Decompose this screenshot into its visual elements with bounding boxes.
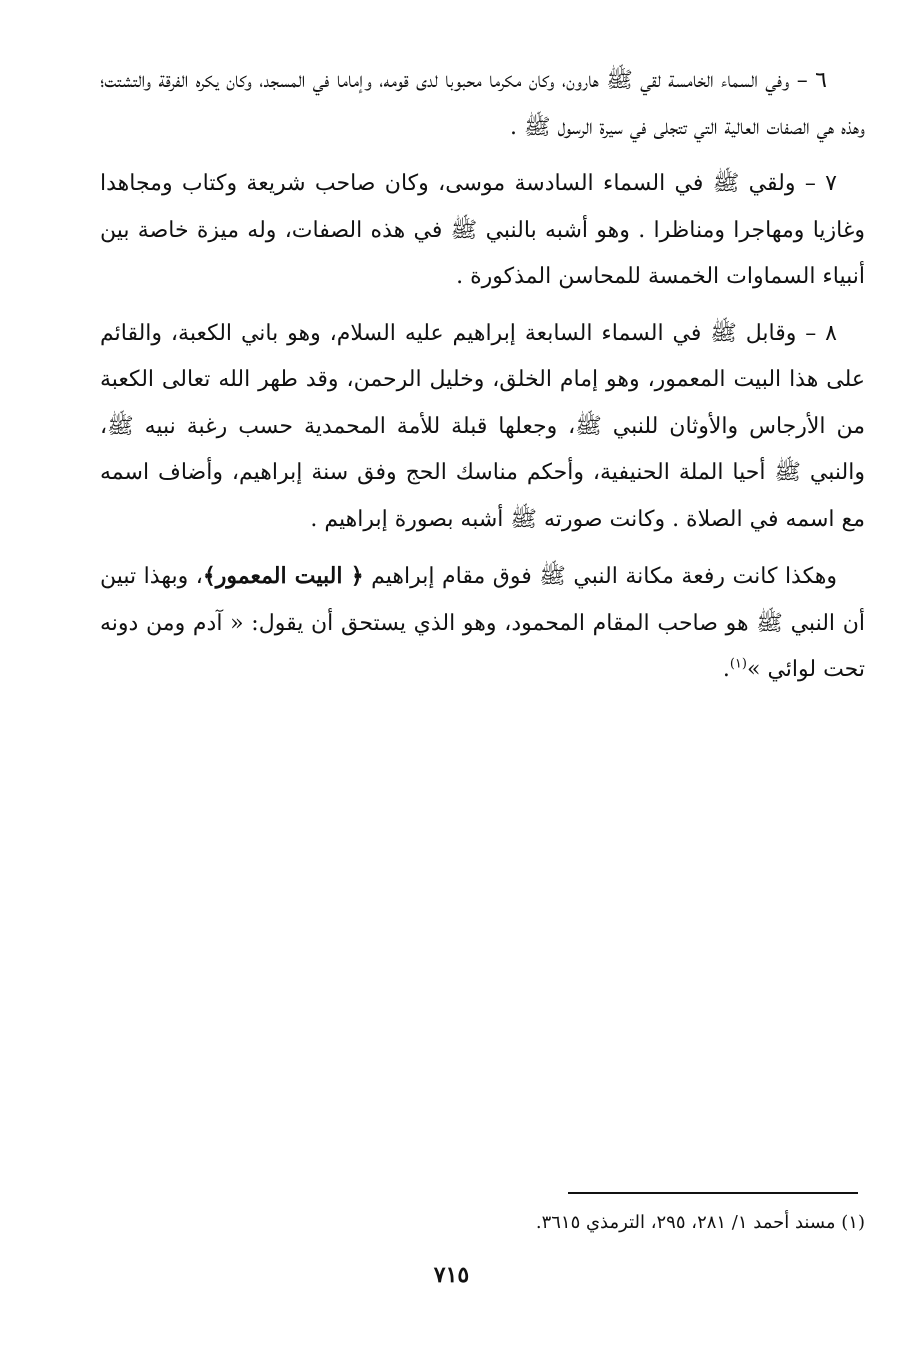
paragraph-7: ٧ – ولقي ﷺ في السماء السادسة موسى، وكان صاحب شريعة وكتاب ومجاهدا وغازيا ومهاجرا ومناظرا . وهو أشبه بالنبي ﷺ في هذه الصفات، وله ميزة خاصة بين أنبياء السماوات الخمسة للمحاسن المذكورة .	[100, 171, 865, 289]
footnote-divider	[568, 1192, 858, 1194]
main-text	[100, 58, 865, 704]
conclusion-text-start: وهكذا كانت رفعة مكانة النبي ﷺ فوق مقام إبراهيم	[363, 564, 837, 589]
conclusion-period: .	[722, 657, 730, 682]
paragraph-6: ٦ – وفي السماء الخامسة لقي ﷺ هارون، وكان مكرما محبوبا لدى قومه، وإماما في المسجد، وكان يكره الفرقة والتشتت؛ وهذه هي الصفات العالية التي تتجلى في سيرة الرسول ﷺ .	[100, 68, 865, 140]
quran-quote: ﴿ البيت المعمور﴾	[202, 563, 364, 589]
footnote: (١) مسند أحمد ١/ ٢٨١، ٢٩٥، الترمذي ٣٦١٥.	[535, 1212, 865, 1233]
footnote-reference: (١)	[729, 656, 747, 672]
page-number: ٧١٥	[433, 1262, 470, 1288]
conclusion-text-end: ، وبهذا تبين أن النبي ﷺ هو صاحب المقام المحمود، وهو الذي يستحق أن يقول: « آدم ومن دونه تحت لوائي »	[100, 564, 865, 682]
paragraph-conclusion	[100, 553, 865, 694]
paragraph-8: ٨ – وقابل ﷺ في السماء السابعة إبراهيم عليه السلام، وهو باني الكعبة، والقائم على هذا البيت المعمور، وهو إمام الخلق، وخليل الرحمن، وقد طهر الله تعالى الكعبة من الأرجاس والأوثان للنبي ﷺ، وجعلها قبلة للأمة المحمدية حسب رغبة نبيه ﷺ، والنبي ﷺ أحيا الملة الحنيفية، وأحكم مناسك الحج وفق سنة إبراهيم، وأضاف اسمه مع اسمه في الصلاة . وكانت صورته ﷺ أشبه بصورة إبراهيم .	[100, 320, 865, 532]
